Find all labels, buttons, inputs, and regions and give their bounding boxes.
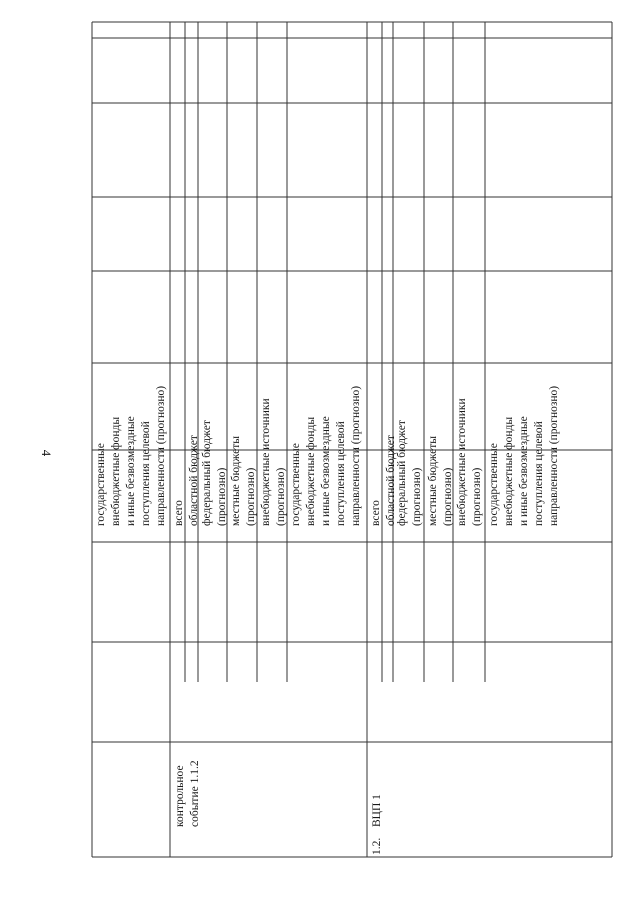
page-number: 4	[39, 449, 54, 457]
source-label: местные бюджеты (прогнозно)	[230, 435, 257, 526]
event-name: ВЦП 1	[371, 794, 383, 827]
source-label: государственные внебюджетные фонды и иные безвозмездные поступления целевой направленности (прогнозно)	[488, 385, 560, 526]
budget-table	[92, 22, 612, 857]
source-label: федеральный бюджет (прогнозно)	[396, 420, 423, 526]
source-label: областной бюджет	[385, 435, 397, 526]
source-label: внебюджетные источники (прогнозно)	[456, 398, 483, 526]
source-label: областной бюджет	[188, 435, 200, 526]
source-label: государственные внебюджетные фонды и иные безвозмездные поступления целевой направленности (прогнозно)	[290, 385, 362, 526]
source-label: всего	[173, 500, 185, 526]
source-label: местные бюджеты (прогнозно)	[427, 435, 454, 526]
row-number: 1.2.	[371, 837, 383, 855]
source-label: государственные внебюджетные фонды и иные безвозмездные поступления целевой направленности (прогнозно)	[95, 385, 167, 526]
source-label: федеральный бюджет (прогнозно)	[201, 420, 228, 526]
event-name: контрольное событие 1.1.2	[174, 760, 201, 827]
source-label: всего	[370, 500, 382, 526]
source-label: внебюджетные источники (прогнозно)	[260, 398, 287, 526]
